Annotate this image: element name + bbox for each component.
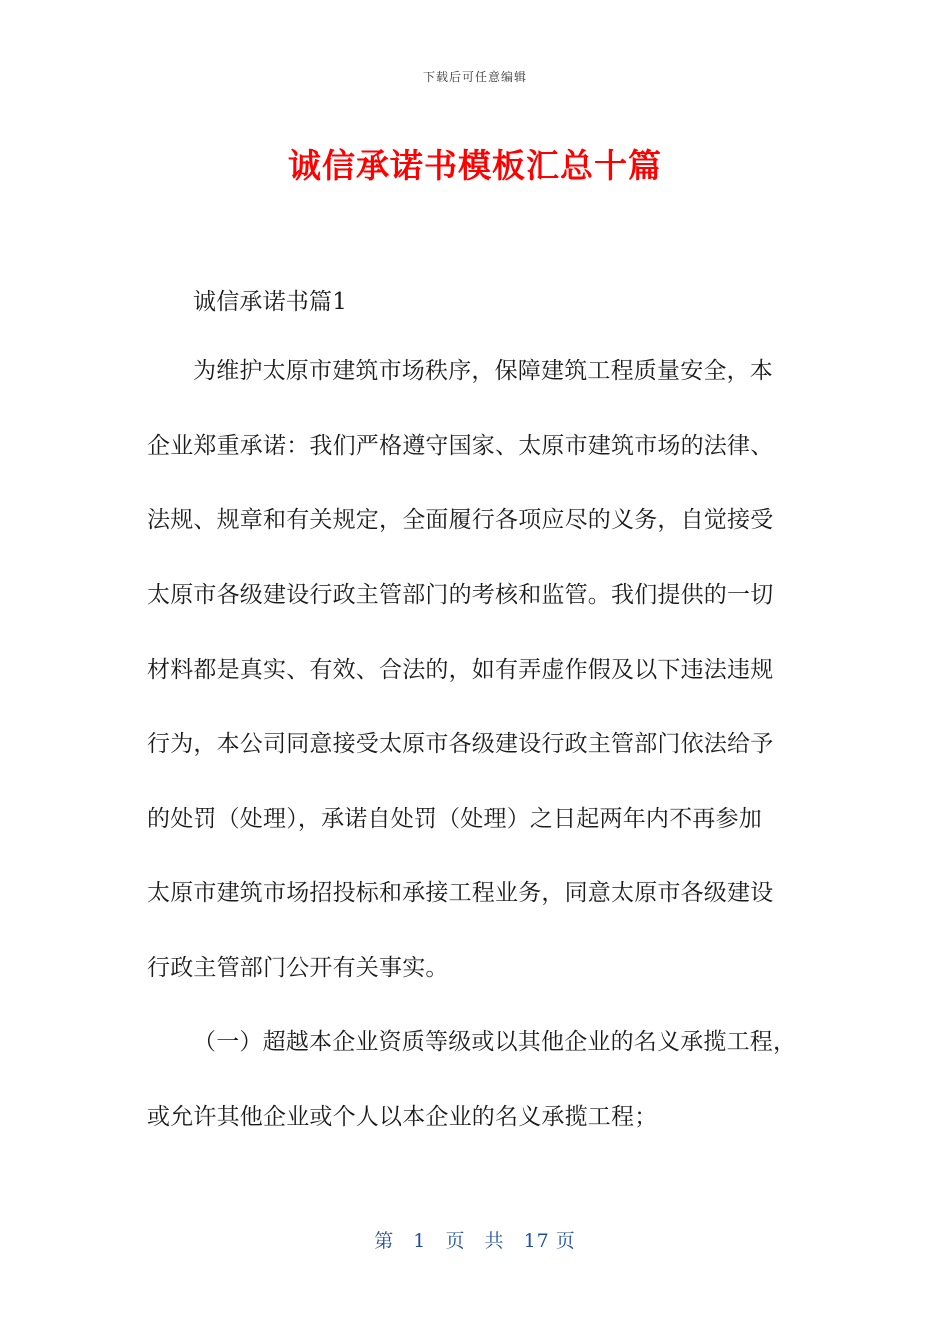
footer-word-ye: 页	[445, 1230, 466, 1252]
paragraph-line: 行为，本公司同意接受太原市各级建设行政主管部门依法给予	[147, 731, 774, 757]
document-title: 诚信承诺书模板汇总十篇	[288, 146, 662, 185]
paragraph-line: 法规、规章和有关规定，全面履行各项应尽的义务，自觉接受	[147, 507, 774, 533]
paragraph-line: 材料都是真实、有效、合法的，如有弄虚作假及以下违法违规	[147, 657, 774, 683]
footer-word-di: 第	[374, 1230, 395, 1252]
footer-word-ye2: 页	[555, 1230, 576, 1252]
paragraph-line: 的处罚（处理），承诺自处罚（处理）之日起两年内不再参加	[147, 806, 762, 832]
paragraph-line: 企业郑重承诺：我们严格遵守国家、太原市建筑市场的法律、	[147, 433, 774, 459]
section-heading: 诚信承诺书篇1	[193, 289, 348, 315]
paragraph-line: 太原市各级建设行政主管部门的考核和监管。我们提供的一切	[147, 582, 774, 608]
paragraph-line: 太原市建筑市场招投标和承接工程业务，同意太原市各级建设	[147, 880, 774, 906]
page-number-footer	[0, 1226, 950, 1253]
header-note: 下载后可任意编辑	[422, 70, 527, 84]
paragraph-line: （一）超越本企业资质等级或以其他企业的名义承揽工程，	[193, 1029, 797, 1055]
footer-word-gong: 共	[484, 1230, 505, 1252]
paragraph-line: 或允许其他企业或个人以本企业的名义承揽工程；	[147, 1104, 658, 1130]
paragraph-line: 为维护太原市建筑市场秩序，保障建筑工程质量安全，本	[193, 358, 773, 384]
paragraph-line: 行政主管部门公开有关事实。	[147, 955, 449, 981]
total-pages-number: 17	[523, 1230, 550, 1252]
current-page-number: 1	[413, 1230, 427, 1252]
